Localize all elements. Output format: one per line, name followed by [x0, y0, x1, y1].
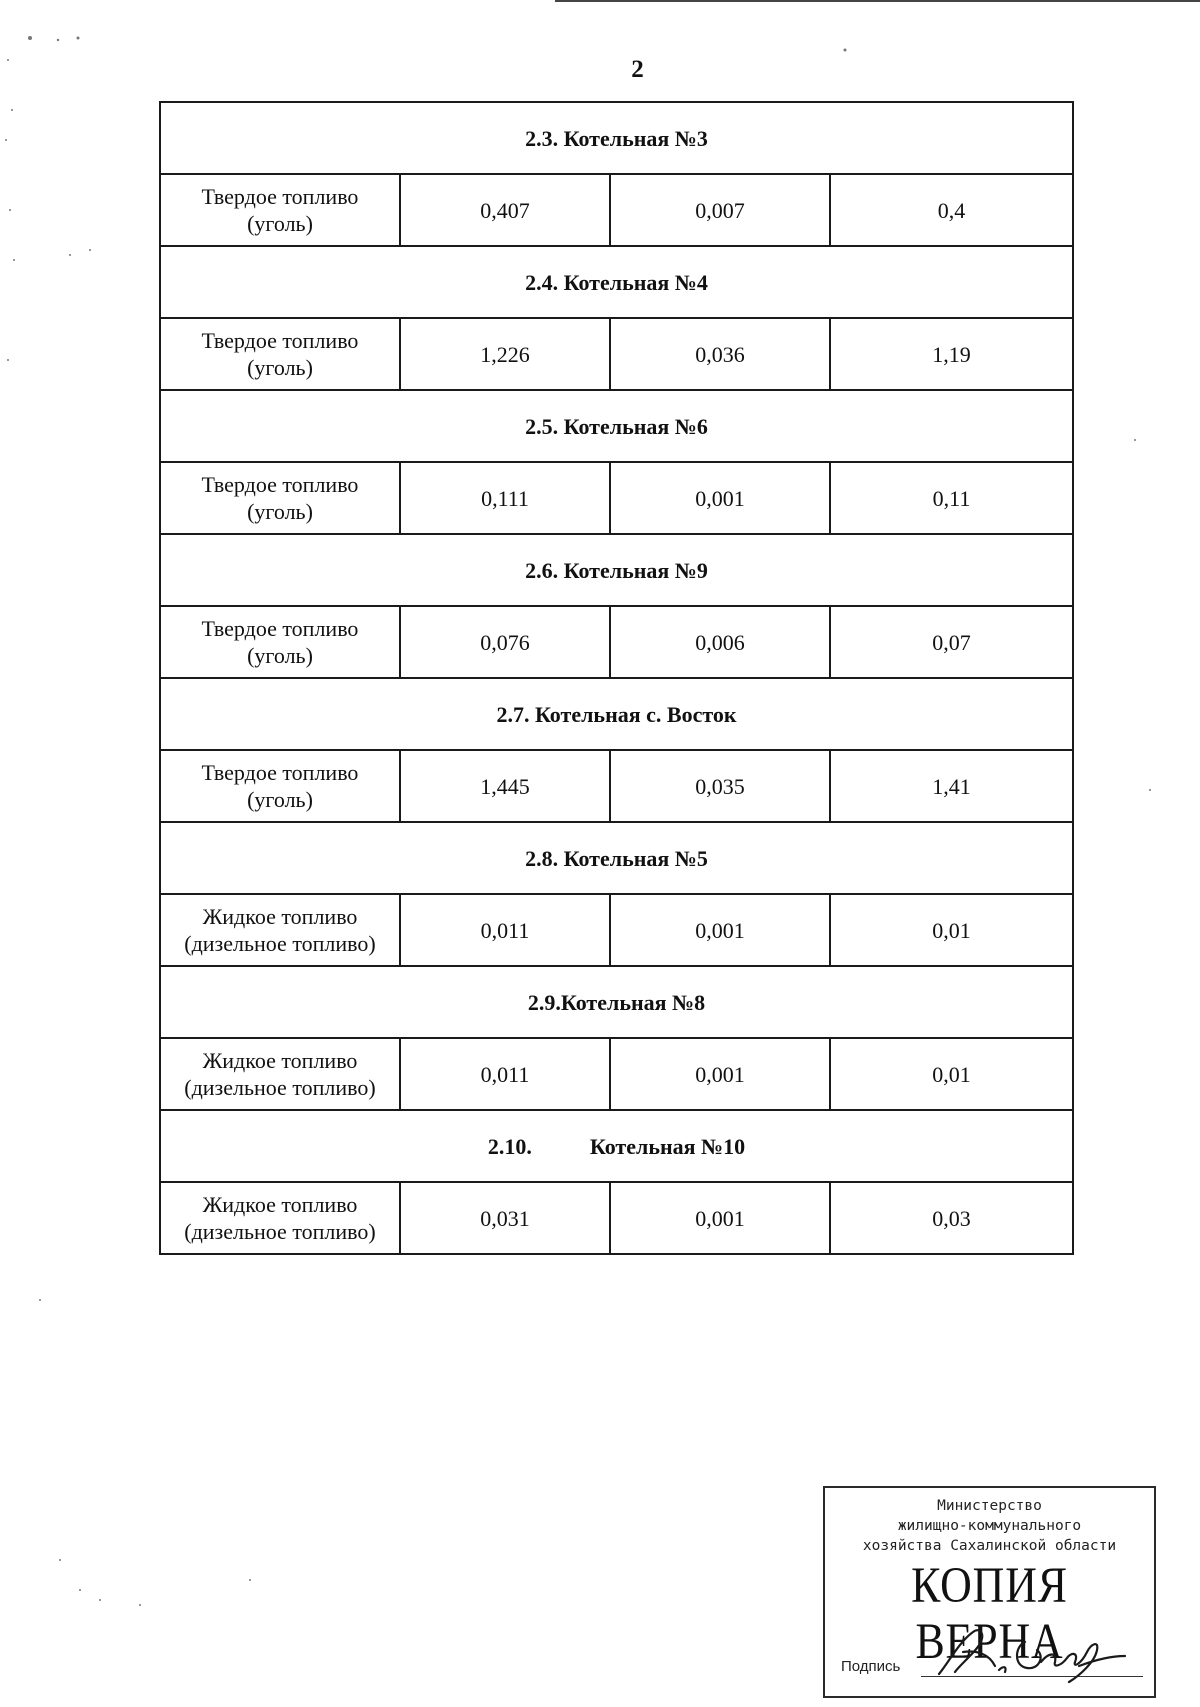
value-cell: 1,41 — [830, 750, 1073, 822]
value-cell: 0,035 — [610, 750, 830, 822]
section-title: 2.5. Котельная №6 — [160, 390, 1073, 462]
section-title: 2.3. Котельная №3 — [160, 102, 1073, 174]
value-cell: 0,4 — [830, 174, 1073, 246]
section-number: 2.10. — [487, 1133, 532, 1159]
fuel-type-line: (уголь) — [247, 787, 313, 812]
stamp-org-line: жилищно-коммунального — [897, 1518, 1082, 1534]
value-cell: 0,011 — [400, 1038, 610, 1110]
fuel-type-line: Жидкое топливо — [202, 1192, 358, 1217]
fuel-type-line: (дизельное топливо) — [184, 1075, 376, 1100]
value-cell: 0,031 — [400, 1182, 610, 1254]
value-cell: 0,111 — [400, 462, 610, 534]
value-cell: 1,445 — [400, 750, 610, 822]
fuel-type-line: (уголь) — [247, 643, 313, 668]
value-cell: 0,001 — [610, 894, 830, 966]
signature-label: Подпись — [841, 1658, 901, 1675]
fuel-type-line: (дизельное топливо) — [184, 1219, 376, 1244]
fuel-type-line: Твердое топливо — [201, 760, 359, 785]
section-title: 2.9.Котельная №8 — [160, 966, 1073, 1038]
value-cell: 0,07 — [830, 606, 1073, 678]
value-cell: 0,076 — [400, 606, 610, 678]
value-cell: 0,011 — [400, 894, 610, 966]
fuel-type-line: Твердое топливо — [201, 616, 359, 641]
fuel-type-line: Твердое топливо — [201, 472, 359, 497]
value-cell: 1,19 — [830, 318, 1073, 390]
section-title: 2.8. Котельная №5 — [160, 822, 1073, 894]
fuel-type-line: Жидкое топливо — [202, 1048, 358, 1073]
value-cell: 0,006 — [610, 606, 830, 678]
stamp-main-text: КОПИЯ ВЕРНА — [911, 1558, 1068, 1670]
fuel-type-line: (уголь) — [247, 499, 313, 524]
fuel-type-line: Твердое топливо — [201, 328, 359, 353]
value-cell: 0,036 — [610, 318, 830, 390]
value-cell: 0,001 — [610, 1038, 830, 1110]
fuel-type-line: (уголь) — [247, 211, 313, 236]
value-cell: 0,007 — [610, 174, 830, 246]
value-cell: 0,03 — [830, 1182, 1073, 1254]
value-cell: 0,11 — [830, 462, 1073, 534]
stamp-org-line: хозяйства Сахалинской области — [862, 1538, 1117, 1554]
value-cell: 0,01 — [830, 894, 1073, 966]
fuel-type-line: Твердое топливо — [201, 184, 359, 209]
section-name: Котельная №10 — [589, 1133, 746, 1159]
fuel-type-line: (дизельное топливо) — [184, 931, 376, 956]
section-title: 2.4. Котельная №4 — [160, 246, 1073, 318]
value-cell: 1,226 — [400, 318, 610, 390]
value-cell: 0,01 — [830, 1038, 1073, 1110]
section-title: 2.7. Котельная с. Восток — [160, 678, 1073, 750]
fuel-type-line: Жидкое топливо — [202, 904, 358, 929]
value-cell: 0,001 — [610, 462, 830, 534]
value-cell: 0,407 — [400, 174, 610, 246]
page-number: 2 — [631, 56, 644, 83]
stamp-org-line: Министерство — [937, 1498, 1042, 1514]
value-cell: 0,001 — [610, 1182, 830, 1254]
section-title: 2.6. Котельная №9 — [160, 534, 1073, 606]
fuel-type-line: (уголь) — [247, 355, 313, 380]
